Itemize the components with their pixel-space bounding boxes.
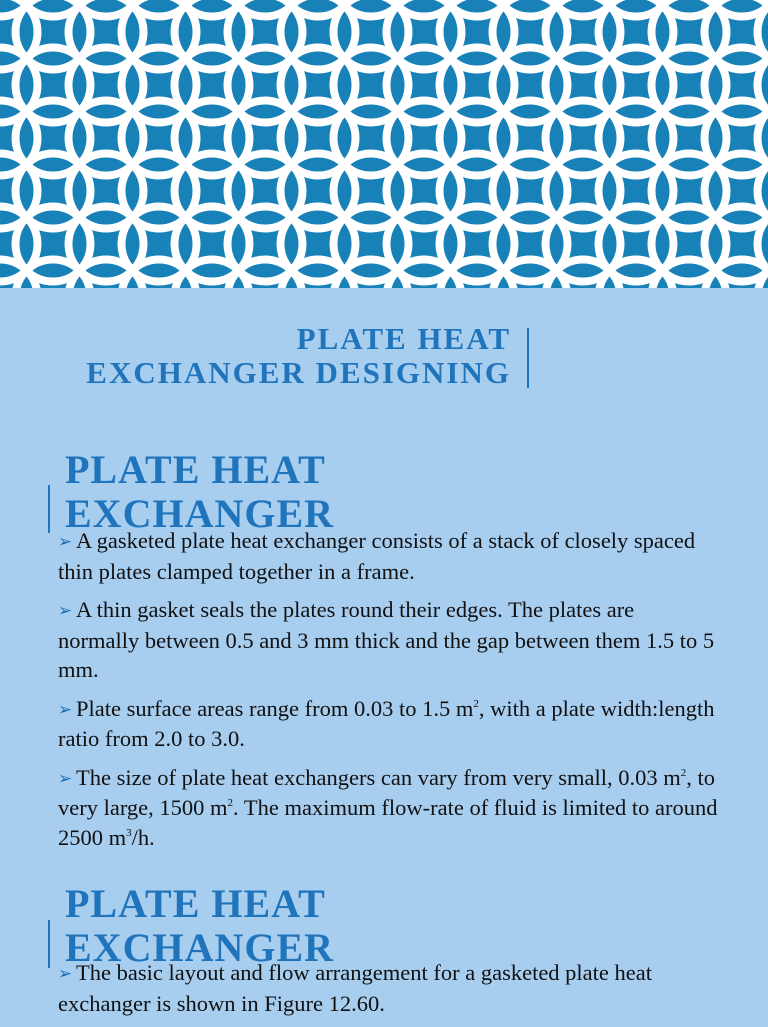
superscript: 2 [681,767,687,779]
section-2-divider [48,920,50,968]
title-divider [527,328,529,388]
superscript: 2 [473,698,479,710]
bullet-item [58,526,718,586]
bullet-text-part: , with a plate width:length ratio from 2.0 to 3.0. [58,696,714,752]
bullet-text-part: , to very large, 1500 m [58,765,715,821]
bullet-item [58,958,718,1018]
arrow-bullet-icon: ➢ [58,695,76,725]
section-1-bullet-list [58,526,718,861]
bullet-text: A thin gasket seals the plates round their edges. The plates are normally between 0.5 and 3 mm thick and the gap between them 1.5 to 5 mm. [58,597,714,682]
section-2-heading-line-2: EXCHANGER [65,926,334,970]
superscript: 2 [228,797,234,809]
title-line-2: EXCHANGER DESIGNING [86,356,511,390]
arrow-bullet-icon: ➢ [58,527,76,557]
section-2-bullet-list [58,958,718,1027]
section-2-heading [65,882,334,970]
bullet-text: The basic layout and flow arrangement for a gasketed plate heat exchanger is shown in Figure 12.60. [58,960,652,1016]
decorative-pattern-banner [0,0,768,288]
section-1-heading-line-2: EXCHANGER [65,492,334,536]
section-2-heading-line-1: PLATE HEAT [65,882,334,926]
arrow-bullet-icon: ➢ [58,959,76,989]
circle-lattice-pattern [0,0,768,288]
bullet-text-part: Plate surface areas range from 0.03 to 1.5 m [76,696,473,721]
bullet-item [58,595,718,685]
bullet-text: A gasketed plate heat exchanger consists of a stack of closely spaced thin plates clamped together in a frame. [58,528,695,584]
page-title [86,322,511,390]
section-1-heading-line-1: PLATE HEAT [65,448,334,492]
arrow-bullet-icon: ➢ [58,596,76,626]
bullet-text-part: /h. [132,825,155,850]
bullet-text-part: . The maximum flow-rate of fluid is limited to around 2500 m [58,795,718,850]
bullet-item [58,694,718,754]
arrow-bullet-icon: ➢ [58,764,76,794]
bullet-text-part: The size of plate heat exchangers can vary from very small, 0.03 m [76,765,681,790]
section-1-divider [48,485,50,533]
title-line-1: PLATE HEAT [86,322,511,356]
superscript: 3 [126,827,132,839]
bullet-item [58,763,718,853]
section-1-heading [65,448,334,536]
slide-content [0,288,768,1024]
